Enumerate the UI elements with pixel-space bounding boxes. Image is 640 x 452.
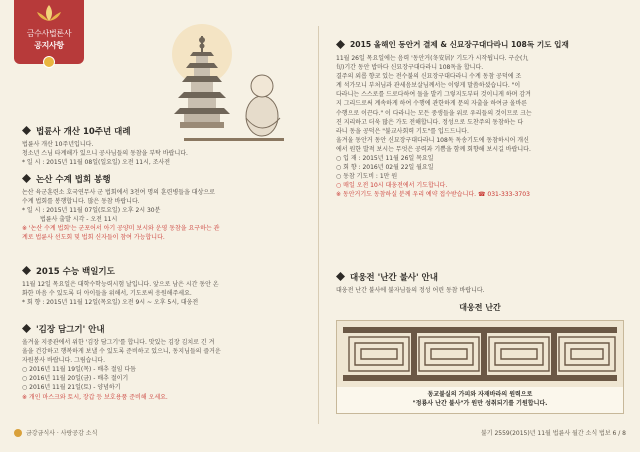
section-title: 논산 수계 법회 봉행 (22, 172, 308, 185)
diamond-bullet-icon (336, 40, 345, 49)
footer-right: 불기 2559(2015)년 11월 법륜사 월간 소식 법보 6 / 8 (480, 430, 626, 437)
section-body: 법륜사 개산 10주년입니다. 청소년 스님 타계해가 있으니 공사님들의 동참을 부탁 바랍니다. * 일 시 : 2015년 11월 08일(일요일) 오전 11시, 조사전 (22, 141, 188, 167)
railing-diagram-frame (336, 320, 624, 414)
column-divider (318, 26, 319, 424)
diamond-bullet-icon (22, 174, 31, 183)
section-body: 11월 12일 목요일은 대학수학능력시험 날입니다. 앞으로 남은 시간 동안 온 화한 마음 수 있도록 더 아이들을 위해서, 기도로써 응원해주세요. * 회 향 : 2015년 11월 12일(목요일) 오전 9시 ~ 오후 5시, 대웅전 (22, 281, 219, 307)
railing-pattern-illustration (337, 321, 623, 387)
footer-dot-icon (14, 429, 22, 437)
section-body: 올겨울 지중관에서 위한 '김장 담그기'를 합니다. 맛있는 김장 김치로 긴 겨 울을 건강하고 행복하게 보낼 수 있도록 준비하고 있으니, 동지님들의 즐거운 자원봉사 바랍니다. 그림습니다. ○ 2016년 11월 19일(목) - 배추 절임 다듬 ○ 2016년 11월 20일(금) - 배추 절이기 ○ 2016년 11월 21일(토) - 양념하기 ※ 개인 마스크와 토시, 장갑 등 보호용품 준비해 오세요. (22, 339, 221, 401)
section-title: 법륜사 개산 10주년 대례 (22, 124, 308, 137)
railing-caption: 동교불실의 가피와 자재바라의 원력으로 "정룡사 난간 불사"가 원만 성취되기를 기원합니다. (412, 391, 548, 407)
lotus-icon (32, 2, 66, 24)
section-nonsan-precepts (22, 172, 308, 243)
section-title: '김장 담그기' 안내 (22, 322, 308, 335)
badge-title: 공지사항 (34, 41, 64, 50)
section-kimchi-making (22, 322, 308, 402)
diamond-bullet-icon (22, 126, 31, 135)
badge-dot-icon (43, 56, 55, 68)
railing-diagram-title: 대웅전 난간 (459, 303, 501, 312)
section-body: 논산 육군훈련소 호국연무사 군 법회에서 3천여 명의 훈련병들을 대상으로 수계 법회를 봉행합니다. 많은 동참 바랍니다. * 일 시 : 2015년 11월 07일(토요일) 오후 2시 30분 법륜사 출발 시각 - 오전 11시 ※ '논산 수계 법회'는 군포어서 아기 공양미 보시와 운영 동참을 요구하는 관 계로 법륜사 선도회 및 법회 신자들이 참여 가능합니다. (22, 189, 220, 242)
section-title: 2015 올해인 동안거 결제 & 신묘장구대다라니 108독 기도 입재 (336, 38, 628, 51)
diamond-bullet-icon (22, 324, 31, 333)
diamond-bullet-icon (22, 266, 31, 275)
section-anniversary (22, 124, 308, 167)
diamond-bullet-icon (336, 272, 345, 281)
section-body: 11월 26일 목요일에는 음력 '동안거(冬安居)' 기도가 시작됩니다. 구순(九 旬)기간 동안 밥마다 신묘장구대다라니 108독을 합니다. 결주의 외롭 향코 있는 전수불의 신묘장구대다라니 수계 동참 공덕에 조 계 석가모니 부처님과 관세음보살님께서는 이렇게 말씀하셨습니다. "이 다라니는 스스로를 드로다하여 돌을 발키 그렇지도부터 것이니게 하며 감겨 지 그리드로써 계속하게 하여 수행에 관한하게 문의 자출을 하여금 올바른 수행으로 이끈다." 이 다라니는 모든 중생들을 위로 우리들의 것이므로 크는 진 지리하고 더욱 많은 가도 전해합니다. 정성으로 도찬주의 동참하는 다 라니 동을 공덕은 "불교사회력 기도"를 입드드니다. 울겨울 동안거 동안 신묘장구대다라니 108독 독송기도에 동참하시어 개신 에서 원한 발적 보시는 무엇은 공력과 기쁨을 함께 회향해 보시길 바랍니다. ○ 입 재 : 2015년 11월 26일 목요일 ○ 회 향 : 2016년 02월 22일 월요일 ○ 동참 기도비 : 1만 원 ○ 매일 오전 10시 대웅전에서 기도합니다. ※ 동안거기도 동참하실 분께 우리 예약 접수받습니다. ☎ 031-333-3703 (336, 55, 532, 199)
section-title: 2015 수능 백일기도 (22, 264, 308, 277)
section-railing-donation (336, 270, 628, 295)
section-body: 대웅전 난간 불사에 불자님들의 정성 어린 동참 바랍니다. (336, 287, 485, 294)
section-exam-prayer (22, 264, 308, 307)
footer-left: 금강금식사 · 사랑공감 소식 (14, 428, 97, 437)
badge-org-name: 금수사법론사 (26, 29, 72, 38)
section-winter-retreat-prayer (336, 38, 628, 200)
section-title: 대웅전 '난간 불사' 안내 (336, 270, 628, 283)
header-badge (14, 0, 84, 72)
